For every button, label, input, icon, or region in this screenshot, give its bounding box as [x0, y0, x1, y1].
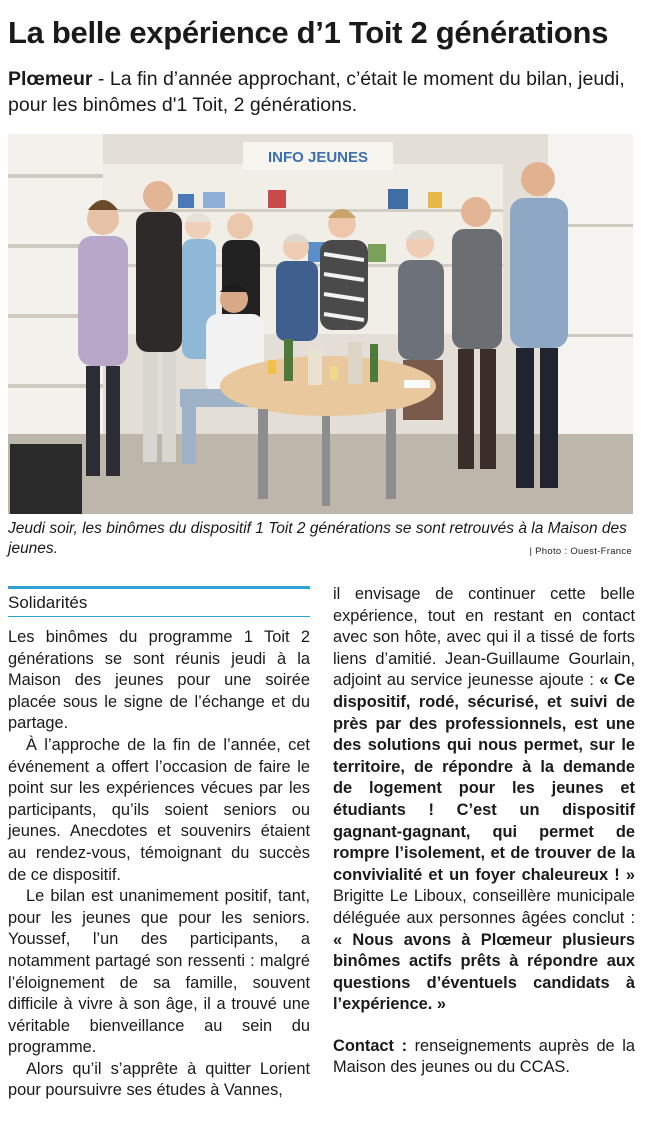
info-jeunes-sign-text: INFO JEUNES [267, 149, 369, 166]
paragraph-1: Les binômes du programme 1 Toit 2 générations se sont réunis jeudi à la Maison des jeunes pour une soirée placée sous le signe de l’échange et du partage. [8, 628, 310, 733]
headline: La belle expérience d’1 Toit 2 générations [8, 15, 609, 50]
photo-credit: | Photo : Ouest-France [529, 546, 632, 557]
photo-caption: Jeudi soir, les binômes du dispositif 1 Toit 2 générations se sont retrouvés à la Maison des jeunes. [8, 520, 627, 557]
paragraph-5 [333, 584, 635, 1016]
contact-paragraph [333, 1036, 635, 1079]
quote-le-liboux: « Nous avons à Plœmeur plusieurs binômes actifs prêts à répondre aux questions d’éventuels candidats à l’expérience. » [333, 930, 635, 1014]
contact-text: renseignements auprès de la Maison des jeunes ou du CCAS. [333, 1036, 635, 1077]
article-column-1 [8, 586, 310, 1102]
article-column-2 [333, 584, 635, 1079]
group-photo-illustration [8, 134, 633, 514]
lead-paragraph [8, 66, 640, 118]
contact-label: Contact : [333, 1036, 408, 1055]
paragraph-2: À l’approche de la fin de l’année, cet événement a offert l’occasion de faire le point sur les expériences vécues par les participants, qu’ils soient seniors ou jeunes. Anecdotes et souvenirs étaient au rendez-vous, témoignant du succès de ce dispositif. [8, 735, 310, 884]
photo-floor [8, 434, 633, 514]
article-photo [8, 134, 633, 514]
quote-gourlain: « Ce dispositif, rodé, sécurisé, et suivi de près par des professionnels, est une des solutions qui nous permet, sur le territoire, de répondre à la demande de logement pour les jeunes et étudiants ! C’est un dispositif gagnant-gagnant, qui permet de rompre l’isolement, et de trouver de la convivialité et un foyer chaleureux ! » [333, 671, 635, 884]
paragraph-5-text: il envisage de continuer cette belle expérience, tout en restant en contact avec son hôte, avec qui il a tissé de forts liens d’amitié. Jean-Guillaume Gourlain, adjoint au service jeunesse ajoute : [333, 585, 635, 690]
chair [10, 444, 82, 514]
lead-text: - La fin d’année approchant, c’était le moment du bilan, jeudi, pour les binômes d'1 Toit, 2 générations. [8, 68, 625, 116]
rubric-label: Solidarités [8, 586, 310, 617]
paragraph-4: Alors qu’il s’apprête à quitter Lorient pour poursuivre ses études à Vannes, [8, 1059, 310, 1100]
paragraph-5-text-2: Brigitte Le Liboux, conseillère municipale déléguée aux personnes âgées conclut : [333, 887, 635, 927]
paragraph-3: Le bilan est unanimement positif, tant, pour les jeunes que pour les seniors. Youssef, l’un des participants, a notamment partagé son ressenti : malgré l’éloignement de sa famille, souvent difficile à vivre à son âge, il a trouvé une véritable bienveillance au sein du programme. [8, 887, 310, 1057]
round-table [220, 356, 436, 416]
lead-place: Plœmeur [8, 68, 93, 90]
